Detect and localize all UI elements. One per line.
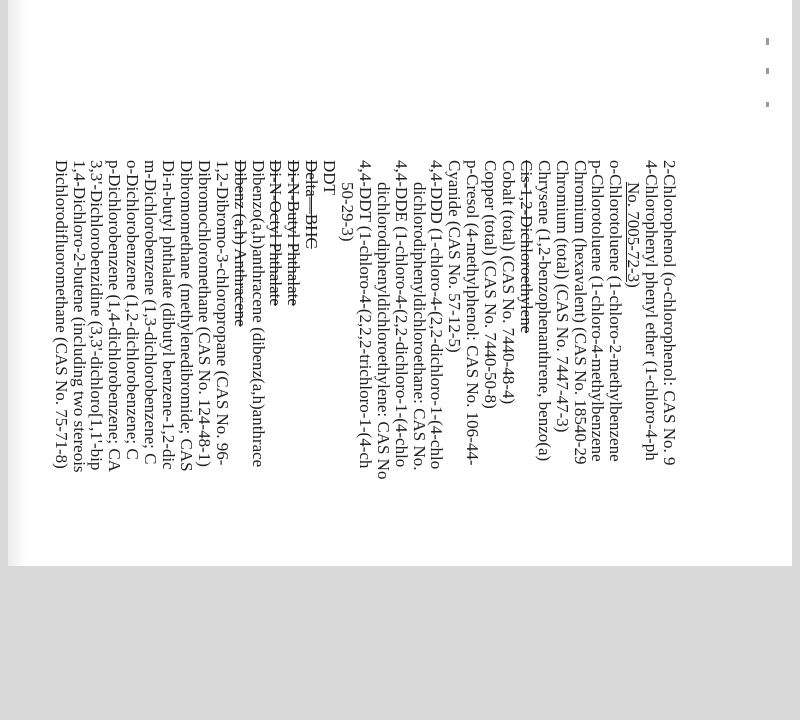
- entry-text: p-Chlorotoluene (1-chloro-4-methylbenzene: [588, 160, 608, 462]
- entry-text: Di-N-Octyl Phthalate: [266, 160, 286, 306]
- entry-text: 3,3'-Dichlorobenzidine (3,3'-dichloro[1,1'-bip: [87, 160, 107, 471]
- entry-text: Dichlorodifluoromethane (CAS No. 75-71-8): [51, 160, 71, 469]
- entry-line: [553, 160, 571, 720]
- scan-mark: [766, 68, 769, 74]
- entry-line: [52, 160, 70, 720]
- entry-text: Cis-1,2-Dichloroethylene: [516, 160, 536, 334]
- entry-line: [267, 160, 285, 720]
- entry-line: [284, 160, 302, 720]
- entry-text: 4,4-DDT (1-chloro-4-(2,2,2-trichloro-1-(4-ch: [355, 160, 375, 469]
- entry-text: p-Cresol (4-methylphenol: CAS No. 106-44-: [463, 160, 483, 466]
- entry-text: Di-n-butyl phthalate (dibutyl benzene-1,2-dic: [159, 160, 179, 470]
- scan-mark: [766, 38, 769, 45]
- entry-text: 4-Chlorophenyl phenyl ether (1-chloro-4-ph: [642, 160, 662, 461]
- scan-mark: [766, 102, 769, 107]
- entry-line: [106, 160, 124, 720]
- entry-text: o-Chlorotoluene (1-chloro-2-methylbenzene: [606, 160, 626, 462]
- page-edge-shadow: [8, 0, 26, 566]
- entry-line: [231, 160, 249, 720]
- entry-text: m-Dichlorobenzene (1,3-dichlorobenzene; C: [141, 160, 161, 465]
- entry-text: Dibenz (a,h) Anthracene: [230, 160, 250, 327]
- entry-line: [445, 160, 463, 720]
- entry-line: [571, 160, 589, 720]
- entry-text: Chromium (total) (CAS No. 7447-47-3): [552, 160, 572, 433]
- entry-line: [177, 160, 195, 720]
- entry-line: [660, 160, 678, 720]
- entry-line: [463, 160, 481, 720]
- entry-text: Copper (total) (CAS No. 7440-50-8): [481, 160, 501, 409]
- entry-text: 2-Chlorophenol (o-chlorophenol: CAS No. 9: [660, 160, 679, 466]
- entry-text: Dibromochloromethane (CAS No. 124-48-1): [194, 160, 214, 467]
- entry-line: [141, 160, 159, 720]
- entry-line: [249, 160, 267, 720]
- entry-text: Chrysene (1,2-benzophenanthrene, benzo(a): [534, 160, 554, 462]
- entry-line: [356, 160, 374, 720]
- entry-line: [195, 160, 213, 720]
- entry-text: Cyanide (CAS No. 57-12-5): [445, 160, 465, 353]
- entry-text: Cobalt (total) (CAS No. 7440-48-4): [498, 160, 518, 405]
- entry-text: No. 7005-72-3): [624, 182, 644, 288]
- entry-line: [481, 160, 499, 720]
- entry-text: 1,4-Dichloro-2-butene (including two stereois: [69, 160, 89, 473]
- entry-text: DDT: [320, 160, 340, 195]
- entry-line: [338, 160, 356, 720]
- entry-text: dichlorodiphenyldichloroethane: CAS No.: [409, 182, 429, 471]
- entry-line: [589, 160, 607, 720]
- entry-text: 4,4-DDD (1-chloro-4-(2,2-dichloro-1-(4-chlo: [427, 160, 447, 470]
- entry-line: [517, 160, 535, 720]
- entry-line: [123, 160, 141, 720]
- entry-text: 50-29-3): [337, 182, 357, 242]
- entry-line: [213, 160, 231, 720]
- entry-line: [535, 160, 553, 720]
- entry-line: [410, 160, 428, 720]
- entry-line: [428, 160, 446, 720]
- entry-text: Delta—BHC: [302, 160, 322, 249]
- entry-text: dichlorodiphenyldichloroethylene: CAS No: [373, 182, 393, 480]
- entry-text: o-Dichlorobenzene (1,2-dichlorobenzene; C: [123, 160, 143, 460]
- entry-line: [392, 160, 410, 720]
- entry-text: 4,4-DDE (1-chloro-4-(2,2-dichloro-1-(4-chlo: [391, 160, 411, 468]
- entry-line: [374, 160, 392, 720]
- entry-text: 1,2-Dibromo-3-chloropropane (CAS No. 96-: [212, 160, 232, 466]
- entry-line: [70, 160, 88, 720]
- entry-text: p-Dichlorobenzene (1,4-dichlorobenzene; CA: [105, 160, 125, 473]
- entry-line: [642, 160, 660, 720]
- entry-text: Dibenzo(a,h)anthracene (dibenz(a,h)anthrace: [248, 160, 268, 468]
- entry-line: [159, 160, 177, 720]
- entry-line: [302, 160, 320, 720]
- rotated-text-block: [51, 160, 679, 720]
- entry-line: [88, 160, 106, 720]
- entry-line: [606, 160, 624, 720]
- entry-text: Di-N-Butyl Phthalate: [284, 160, 304, 306]
- entry-line: [624, 160, 642, 720]
- entry-text: Dibromomethane (methylenedibromide; CAS: [176, 160, 196, 472]
- entry-line: [499, 160, 517, 720]
- entry-text: Chromium (hexavalent) (CAS No. 18540-29: [570, 160, 590, 465]
- entry-line: [320, 160, 338, 720]
